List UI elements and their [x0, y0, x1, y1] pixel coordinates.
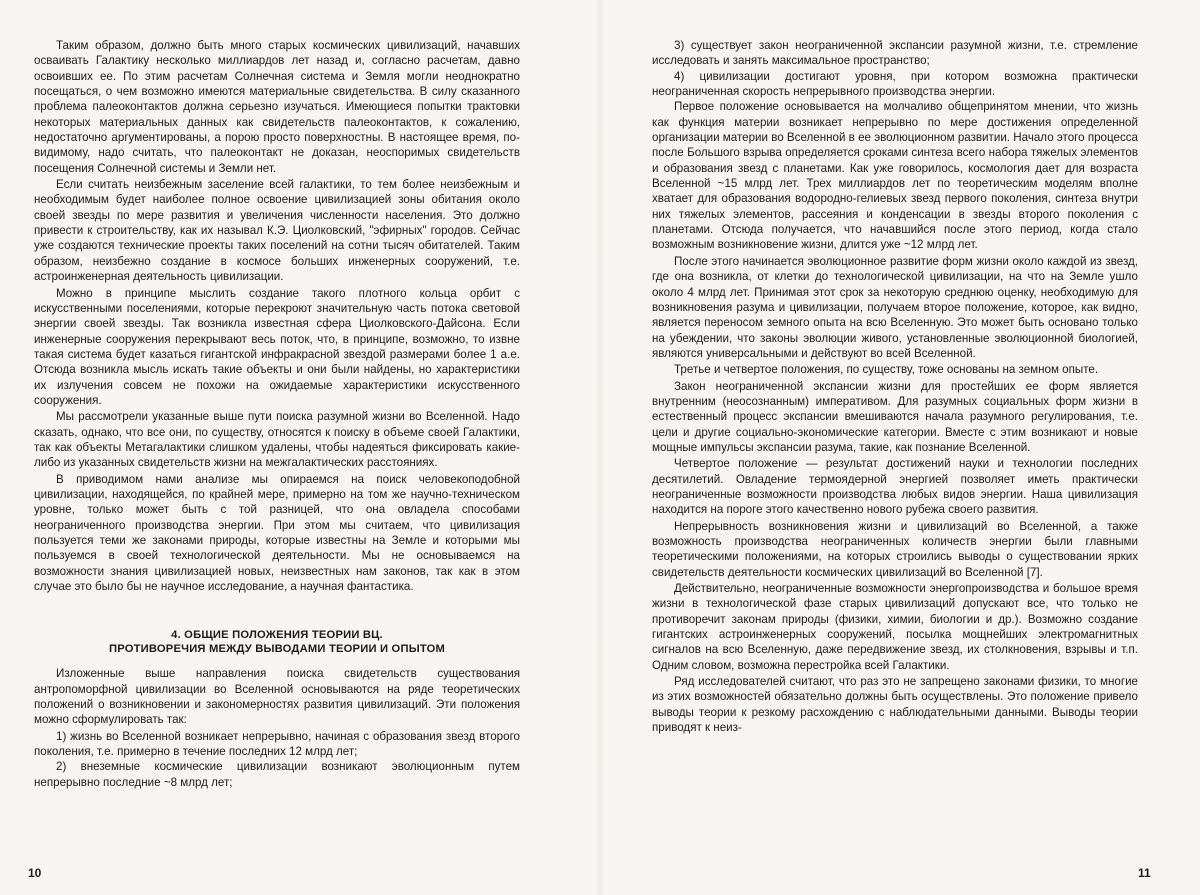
paragraph: Первое положение основывается на молчаливо общепринятом мнении, что жизнь как функция материи возникает непрерывно по мере достижения определенной организации материи во Вселенной в ее эволюционном развитии. Начало этого процесса после Большого взрыва определяется сроками синтеза всего набора тяжелых элементов и образования звезд с планетами. Как уже говорилось, космология дает для возраста Вселенной ~15 млрд лет. Трех миллиардов лет по теоретическим моделям вполне хватает для образования водородно-гелиевых звезд первого поколения, синтеза внутри них тяжелых элементов, рассеяния и конденсации в звезды второго поколения с планетами. Отсюда получается, что начавшийся после этого период, когда стало возможным возникновение жизни, длится уже ~12 млрд лет. — [652, 100, 1138, 252]
right-page — [652, 38, 1138, 736]
book-gutter — [596, 0, 604, 895]
paragraph: Мы рассмотрели указанные выше пути поиска разумной жизни во Вселенной. Надо сказать, однако, что все они, по существу, относятся к поиску в объеме своей Галактики, так как объекты Метагалактики слишком удалены, чтобы надеяться фиксировать какие-либо из указанных свидетельств жизни на межгалактических расстояниях. — [34, 410, 520, 470]
section-heading — [34, 628, 520, 656]
section-intro: Изложенные выше направления поиска свидетельств существования антропоморфной цивилизации во Вселенной основываются на ряде теоретических положений о возникновении и закономерностях развития цивилизаций. Эти положения можно сформулировать так: — [34, 667, 520, 727]
paragraph: Непрерывность возникновения жизни и цивилизаций во Вселенной, а также возможность производства неограниченных количеств энергии были главными теоретическими положениями, на которых строились выводы о существовании ярких свидетельств деятельности космических цивилизаций во Вселенной [7]. — [652, 519, 1138, 579]
page-number-left: 10 — [28, 866, 42, 880]
page-number-right: 11 — [1138, 866, 1151, 880]
paragraph: Действительно, неограниченные возможности энергопроизводства и большое время жизни в технологической фазе старых цивилизаций допускают все, что только не противоречит законам природы (физики, химии, биологии и др.). Возможно создание гигантских астроинженерных сооружений, посылка мощнейших электромагнитных сигналов на всю Вселенную, даже передвижение звезд, их столкновения, взрывы и т.п. Одним словом, возможна перестройка всей Галактики. — [652, 582, 1138, 672]
list-item: 3) существует закон неограниченной экспансии разумной жизни, т.е. стремление исследовать и занять максимальное пространство; — [652, 39, 1138, 68]
list-item: 2) внеземные космические цивилизации возникают эволюционным путем непрерывно последние ~8 млрд лет; — [34, 760, 520, 789]
list-item: 4) цивилизации достигают уровня, при котором возможна практически неограниченная скорость непрерывного производства энергии. — [652, 69, 1138, 99]
paragraph: В приводимом нами анализе мы опираемся на поиск человекоподобной цивилизации, находящейся, по крайней мере, примерно на том же научно-техническом уровне, только может быть с той разницей, что она овладела способами неограниченного производства энергии. При этом мы считаем, что цивилизация пользуется теми же законами природы, которые известны на Земле и которыми мы пользуемся в своей технологической деятельности. Мы не основываемся на возможности знания цивилизацией новых, неизвестных нам законов, так как в этом случае это было бы не научное исследование, а научная фантастика. — [34, 472, 520, 594]
paragraph: Таким образом, должно быть много старых космических цивилизаций, начавших осваивать Галактику несколько миллиардов лет назад и, согласно расчетам, давно освоивших ее. По этим расчетам Солнечная система и Земля могли неоднократно посещаться, о чем возможно имеются материальные свидетельства. В силу сказанного проблема палеоконтактов должна серьезно изучаться. Имеющиеся попытки трактовки некоторых материальных данных как свидетельств палеоконтактов, к сожалению, недостаточно аргументированы, а порою просто поверхностны. В настоящее время, по-видимому, надо считать, что палеоконтакт не доказан, неоспоримых свидетельств посещения Солнечной системы и Земли нет. — [34, 39, 520, 175]
section-heading-line2: ПРОТИВОРЕЧИЯ МЕЖДУ ВЫВОДАМИ ТЕОРИИ И ОПЫТОМ — [108, 643, 446, 656]
list-item: 1) жизнь во Вселенной возникает непрерывно, начиная с образования звезд второго поколения, т.е. примерно в течение последних 12 млрд лет; — [34, 729, 520, 759]
left-page — [34, 38, 520, 790]
paragraph: Если считать неизбежным заселение всей галактики, то тем более неизбежным и необходимым будет наиболее полное освоение цивилизацией зоны обитания около своей звезды по мере развития и увеличения численности населения. Это должно привести к строительству, как их называл К.Э. Циолковский, "эфирных" городов. Сейчас уже создаются технические проекты таких поселений на сотни тысяч обитателей. Таким образом, неизбежно создание в космосе больших инженерных сооружений, т.е. астроинженерная деятельность цивилизации. — [34, 178, 520, 284]
paragraph: Третье и четвертое положения, по существу, тоже основаны на земном опыте. — [674, 363, 1099, 377]
paragraph: Закон неограниченной экспансии жизни для простейших ее форм является внутренним (неосознанным) императивом. Для разумных социальных форм жизни в естественный процесс экспансии вмешиваются начала разумного регулирования, т.е. цели и другие социально-экономические категории. Вместе с этим возникают и новые мощные импульсы экспансии разума, такие, как познание Вселенной. — [652, 379, 1138, 454]
section-heading-line1: 4. ОБЩИЕ ПОЛОЖЕНИЯ ТЕОРИИ ВЦ. — [171, 629, 383, 642]
paragraph: Ряд исследователей считают, что раз это не запрещено законами физики, то многие из этих возможностей обязательно должны быть осуществлены. Это положение привело выводы теории к резкому расхождению с наблюдательными данными. Выводы теории приводят к неиз- — [652, 675, 1138, 735]
paragraph: Четвертое положение — результат достижений науки и технологии последних десятилетий. Овладение термоядерной энергией позволяет иметь практически неограниченные возможности производства любых видов энергии. Наша цивилизация находится на пороге этого качественно нового рубежа своего развития. — [652, 457, 1138, 517]
paragraph: Можно в принципе мыслить создание такого плотного кольца орбит с искусственными поселениями, которые перекроют значительную часть потока световой энергии своей звезды. Так возникла известная сфера Циолковского-Дайсона. Если инженерные сооружения перекрывают весь поток, что, в принципе, возможно, то извне такая система будет казаться гигантской инфракрасной звездой размерами более 1 а.е. Отсюда возникла мысль искать такие объекты и они были найдены, но характеристики их излучения совсем не похожи на ожидаемые характеристики искусственного сооружения. — [34, 286, 520, 407]
paragraph: После этого начинается эволюционное развитие форм жизни около каждой из звезд, где она возникла, от клетки до технологической цивилизации, на что на Земле ушло около 4 млрд лет. Принимая этот срок за некоторую среднюю оценку, необходимую для возникновения разума и цивилизации, получаем второе положение, которое, как видно, является переносом земного опыта на всю Вселенную. Это может быть основано только на убеждении, что законы эволюции живого, установленные эволюционной биологией, являются универсальными и действуют во всей Вселенной. — [652, 254, 1138, 360]
